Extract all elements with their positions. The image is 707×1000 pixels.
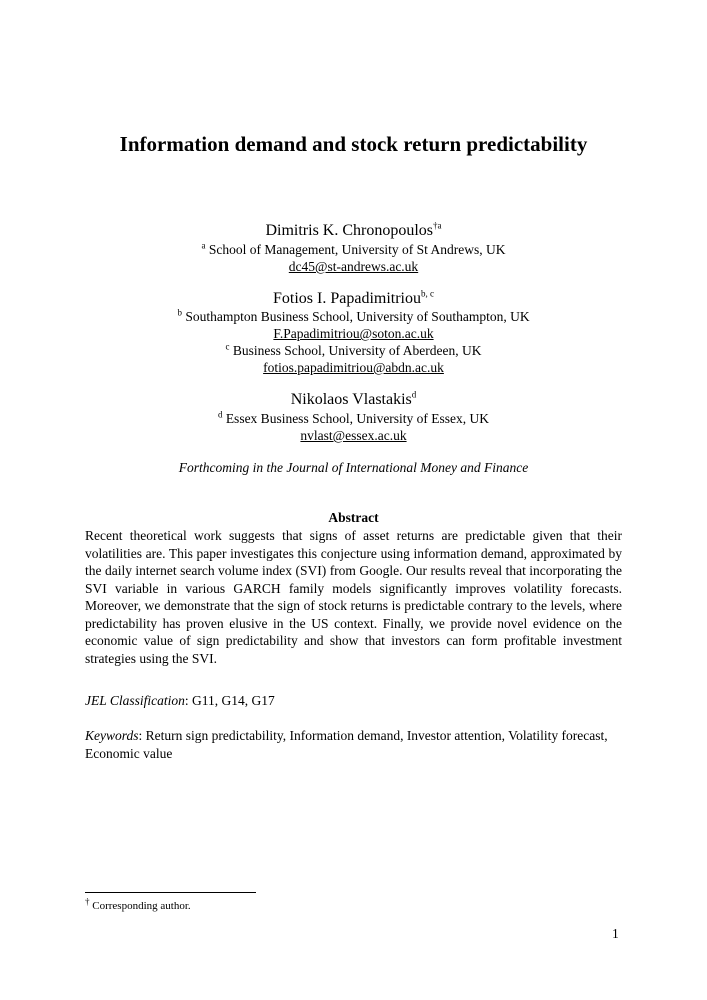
affiliation: $^c$ Business School, University of Aberdeen, UK bbox=[225, 341, 482, 358]
author-name: Nikolaos Vlastakis$^d$ bbox=[290, 389, 417, 408]
footnote-divider bbox=[85, 892, 256, 893]
keywords: Keywords: Return sign predictability, Information demand, Investor attention, Volatility forecast, Economic value bbox=[85, 728, 608, 761]
email-link[interactable]: dc45@st-andrews.ac.uk bbox=[288, 259, 419, 274]
jel-classification: JEL Classification: G11, G14, G17 bbox=[85, 693, 275, 708]
abstract-body: Recent theoretical work suggests that signs of asset returns are predictable given that their volatilities are. This paper investigates this conjecture using information demand, approximated by the daily internet search volume index (SVI) from Google. Our results reveal that incorporating the SVI variable in various GARCH family models significantly improves volatility forecasts. Moreover, we demonstrate that the sign of stock returns is predictable contrary to the levels, where predictability has proven elusive in the US context. Finally, we provide novel evidence on the economic value of sign predictability and show that investors can form profitable investment strategies using the SVI. bbox=[85, 528, 622, 666]
page-number: 1 bbox=[612, 926, 619, 941]
email-link[interactable]: F.Papadimitriou@soton.ac.uk bbox=[273, 326, 434, 341]
paper-title: Information demand and stock return predictability bbox=[119, 132, 588, 156]
author-name: Fotios I. Papadimitriou$^{b, c}$ bbox=[273, 288, 434, 307]
email-link[interactable]: fotios.papadimitriou@abdn.ac.uk bbox=[263, 360, 444, 375]
footnote: † Corresponding author. bbox=[85, 896, 191, 912]
author-name: Dimitris K. Chronopoulos$^{\dagger a}$ bbox=[265, 220, 442, 239]
email-link[interactable]: nvlast@essex.ac.uk bbox=[300, 428, 407, 443]
abstract-heading: Abstract bbox=[328, 510, 379, 525]
publication-note: Forthcoming in the Journal of International Money and Finance bbox=[178, 460, 529, 475]
affiliation: $^a$ School of Management, University of St Andrews, UK bbox=[201, 240, 506, 257]
affiliation: $^b$ Southampton Business School, University of Southampton, UK bbox=[177, 307, 530, 324]
affiliation: $^d$ Essex Business School, University of Essex, UK bbox=[217, 409, 490, 426]
